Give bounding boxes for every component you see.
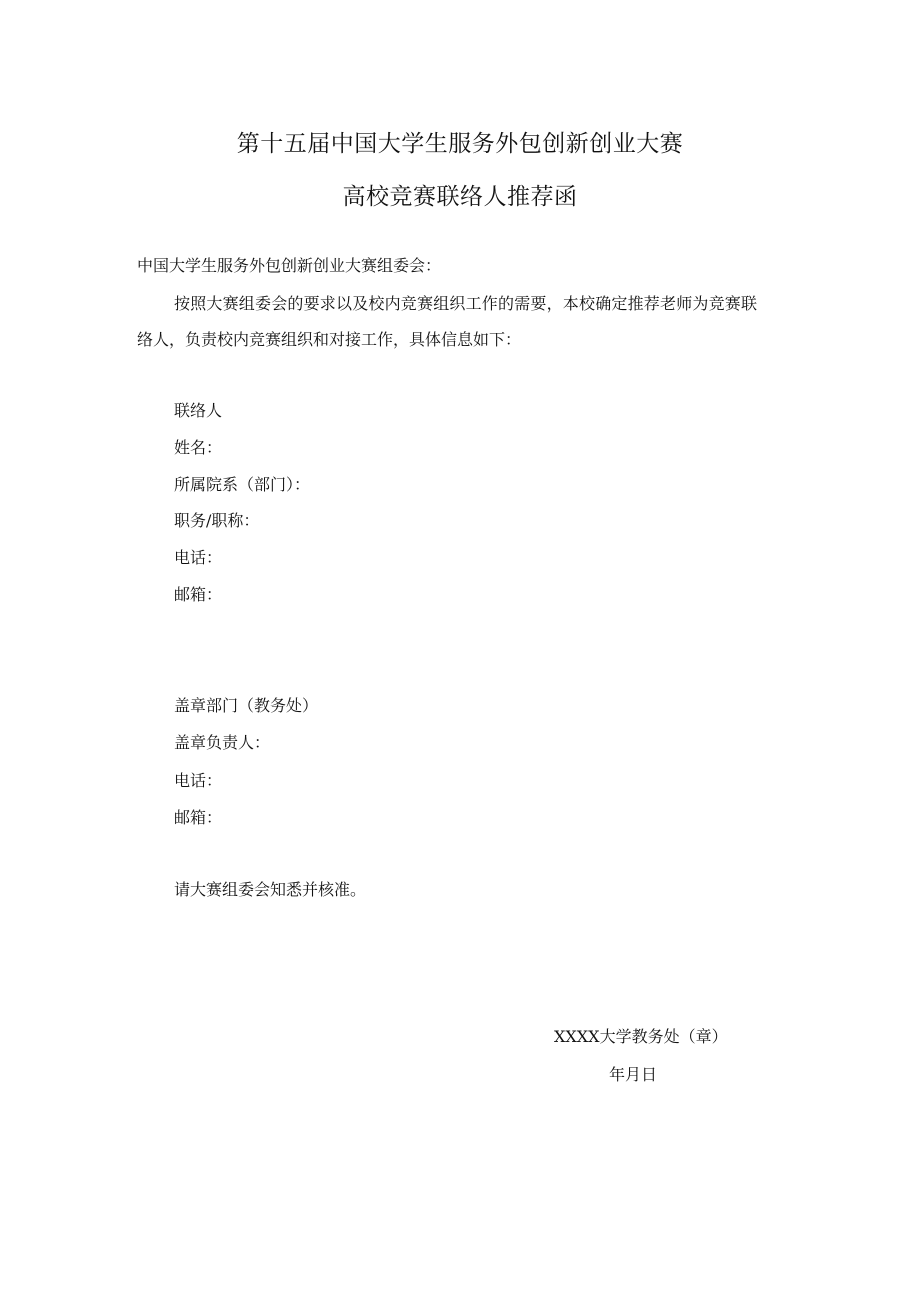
stamp-phone-label: 电话：: [174, 771, 223, 790]
signature-unit: XXXX大学教务处（章）: [554, 1027, 728, 1046]
contact-name-label: 姓名：: [174, 438, 223, 457]
contact-email-label: 邮箱：: [174, 585, 223, 604]
signature-date: 年月日: [609, 1065, 658, 1084]
document-subtitle: 高校竞赛联络人推荐函: [342, 184, 578, 210]
contact-position-label: 职务/职称：: [174, 511, 260, 530]
body-paragraph-line-1: 按照大赛组委会的要求以及校内竞赛组织工作的需要，本校确定推荐老师为竞赛联: [174, 294, 758, 313]
closing-remark: 请大赛组委会知悉并核准。: [174, 880, 367, 899]
stamp-email-label: 邮箱：: [174, 808, 223, 827]
salutation: 中国大学生服务外包创新创业大赛组委会：: [137, 256, 442, 275]
contact-section-heading: 联络人: [174, 401, 223, 420]
stamp-section-heading: 盖章部门（教务处）: [174, 696, 319, 715]
body-paragraph-line-2: 络人，负责校内竞赛组织和对接工作，具体信息如下：: [137, 330, 522, 349]
contact-phone-label: 电话：: [174, 548, 223, 567]
document-title: 第十五届中国大学生服务外包创新创业大赛: [236, 131, 684, 157]
stamp-leader-label: 盖章负责人：: [174, 733, 271, 752]
contact-department-label: 所属院系（部门）：: [174, 475, 311, 494]
